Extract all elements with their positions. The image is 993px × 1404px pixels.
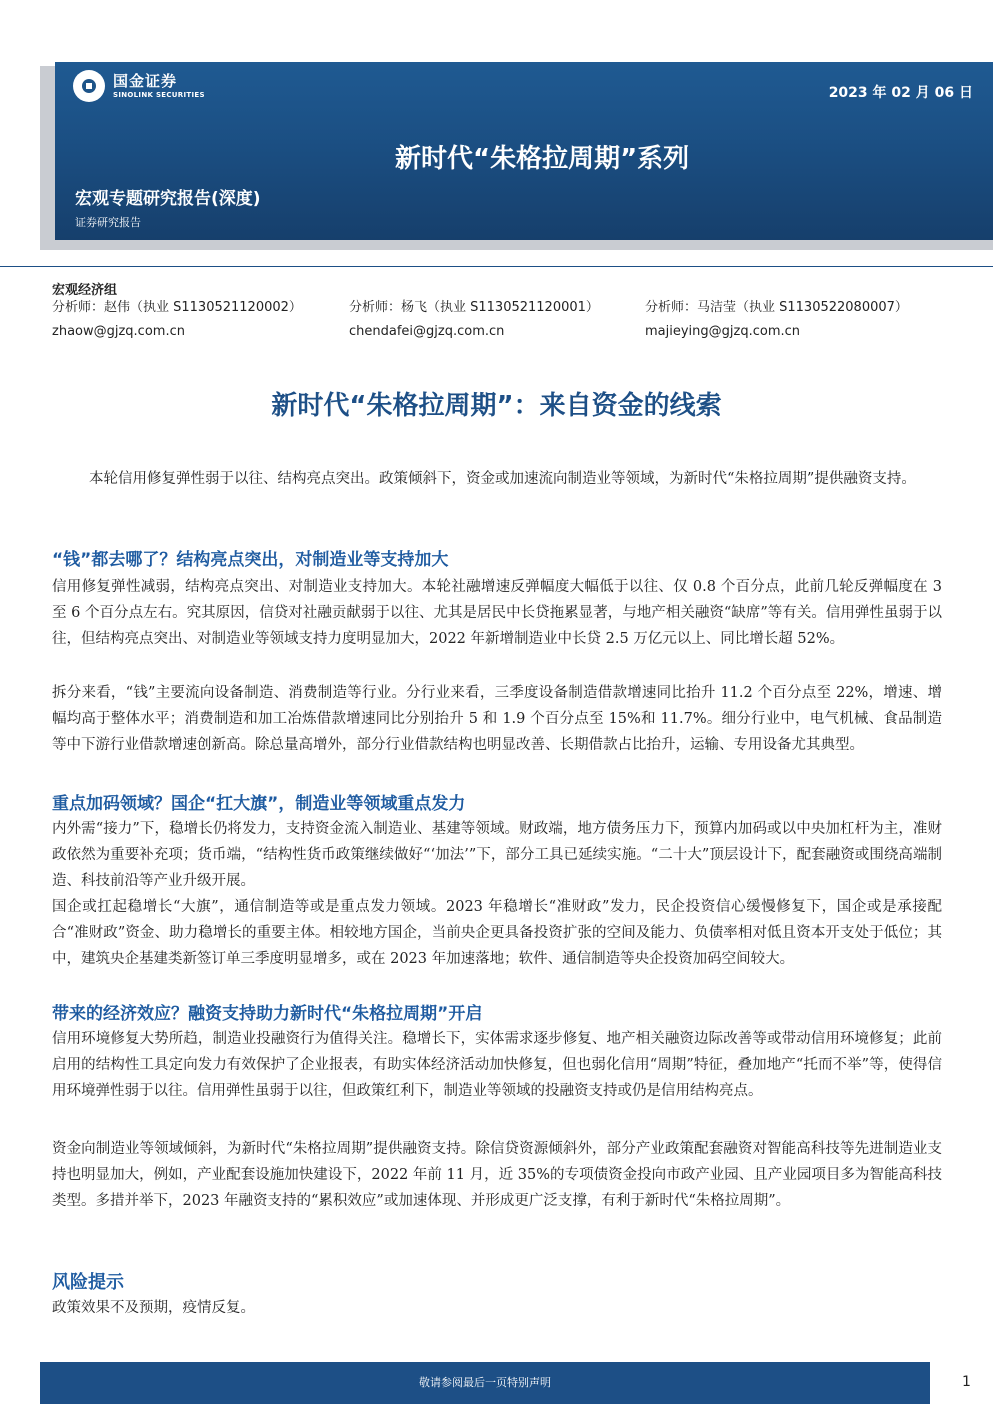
section-3-paragraph-1: 信用环境修复大势所趋，制造业投融资行为值得关注。稳增长下，实体需求逐步修复、地产相关融资边际改善等或带动信用环境修复；此前启用的结构性工具定向发力有效保护了企业报表，有助实体经济活动加快修复，但也弱化信用“周期”特征，叠加地产“托而不举”等，使得信用环境弹性弱于以往。信用弹性虽弱于以往，但政策红利下，制造业等领域的投融资支持或仍是信用结构亮点。 <box>52 1031 942 1099</box>
logo-mark-icon <box>73 70 105 102</box>
main-title: 新时代“朱格拉周期”：来自资金的线索 <box>271 391 722 421</box>
analyst-label: 分析师：赵伟（执业 S1130521120002） <box>52 300 302 315</box>
brand-logo <box>73 70 205 102</box>
brand-name-cn: 国金证券 <box>113 71 178 90</box>
analyst-label: 分析师：马洁莹（执业 S1130522080007） <box>645 300 908 315</box>
section-title-3: 带来的经济效应？融资支持助力新时代“朱格拉周期”开启 <box>52 1004 483 1024</box>
section-1-paragraph-1: 信用修复弹性减弱，结构亮点突出、对制造业支持加大。本轮社融增速反弹幅度大幅低于以往、仅 0.8 个百分点，此前几轮反弹幅度在 3 至 6 个百分点左右。究其原因，信贷对社融贡献弱于以往、尤其是居民中长贷拖累显著，与地产相关融资“缺席”等有关。信用弹性虽弱于以往，但结构亮点突出、对制造业等领域支持力度明显加大，2022 年新增制造业中长贷 2.5 万亿元以上、同比增长超 52%。 <box>52 579 942 647</box>
summary-paragraph: 本轮信用修复弹性弱于以往、结构亮点突出。政策倾斜下，资金或加速流向制造业等领域，为新时代“朱格拉周期”提供融资支持。 <box>89 471 916 487</box>
section-title-2: 重点加码领域？国企“扛大旗”，制造业等领域重点发力 <box>52 794 466 814</box>
analyst-label: 分析师：杨飞（执业 S1130521120001） <box>349 300 599 315</box>
footer-disclaimer: 敬请参阅最后一页特别声明 <box>419 1376 551 1389</box>
analyst-1 <box>52 296 302 344</box>
report-type: 宏观专题研究报告(深度) <box>75 189 261 209</box>
section-2-paragraph-2: 国企或扛起稳增长“大旗”，通信制造等或是重点发力领域。2023 年稳增长“准财政”发力，民企投资信心缓慢修复下，国企或是承接配合“准财政”资金、助力稳增长的重要主体。相较地方国企，当前央企更具备投资扩张的空间及能力、负债率相对低且资本开支处于低位；其中，建筑央企基建类新签订单三季度明显增多，或在 2023 年加速落地；软件、通信制造等央企投资加码空间较大。 <box>52 899 942 967</box>
section-title-1: “钱”都去哪了？结构亮点突出，对制造业等支持加大 <box>52 550 449 570</box>
footer-bar <box>40 1362 930 1404</box>
analyst-email[interactable]: zhaow@gjzq.com.cn <box>52 324 185 339</box>
analyst-2 <box>349 296 599 344</box>
series-title: 新时代“朱格拉周期”系列 <box>395 144 690 174</box>
team-group: 宏观经济组 <box>52 283 118 298</box>
analyst-email[interactable]: chendafei@gjzq.com.cn <box>349 324 505 339</box>
section-2-paragraph-1: 内外需“接力”下，稳增长仍将发力，支持资金流入制造业、基建等领域。财政端，地方债务压力下，预算内加码或以中央加杠杆为主，准财政依然为重要补充项；货币端，“结构性货币政策继续做好“‘加法’”下，部分工具已延续实施。“二十大”顶层设计下，配套融资或围绕高端制造、科技前沿等产业升级开展。 <box>52 821 942 889</box>
header-divider <box>0 266 993 267</box>
section-3-paragraph-2: 资金向制造业等领域倾斜，为新时代“朱格拉周期”提供融资支持。除信贷资源倾斜外，部分产业政策配套融资对智能高科技等先进制造业支持也明显加大，例如，产业配套设施加快建设下，2022 年前 11 月，近 35%的专项债资金投向市政产业园、且产业园项目多为智能高科技类型。多措并举下，2023 年融资支持的“累积效应”或加速体现、并形成更广泛支撑，有利于新时代“朱格拉周期”。 <box>52 1141 942 1209</box>
report-date: 2023 年 02 月 06 日 <box>828 85 973 101</box>
section-1-paragraph-2: 拆分来看，“钱”主要流向设备制造、消费制造等行业。分行业来看，三季度设备制造借款增速同比抬升 11.2 个百分点至 22%，增速、增幅均高于整体水平；消费制造和加工冶炼借款增速同比分别抬升 5 和 1.9 个百分点至 15%和 11.7%。细分行业中，电气机械、食品制造等中下游行业借款增速创新高。除总量高增外，部分行业借款结构也明显改善、长期借款占比抬升，运输、专用设备尤其典型。 <box>52 685 942 753</box>
brand-name-en: SINOLINK SECURITIES <box>113 90 205 99</box>
analyst-3 <box>645 296 908 344</box>
header-banner <box>55 62 993 240</box>
report-subtitle: 证券研究报告 <box>75 216 141 229</box>
risk-text: 政策效果不及预期，疫情反复。 <box>52 1300 255 1316</box>
page-number: 1 <box>962 1374 971 1390</box>
analyst-email[interactable]: majieying@gjzq.com.cn <box>645 324 801 339</box>
risk-title: 风险提示 <box>52 1272 124 1293</box>
